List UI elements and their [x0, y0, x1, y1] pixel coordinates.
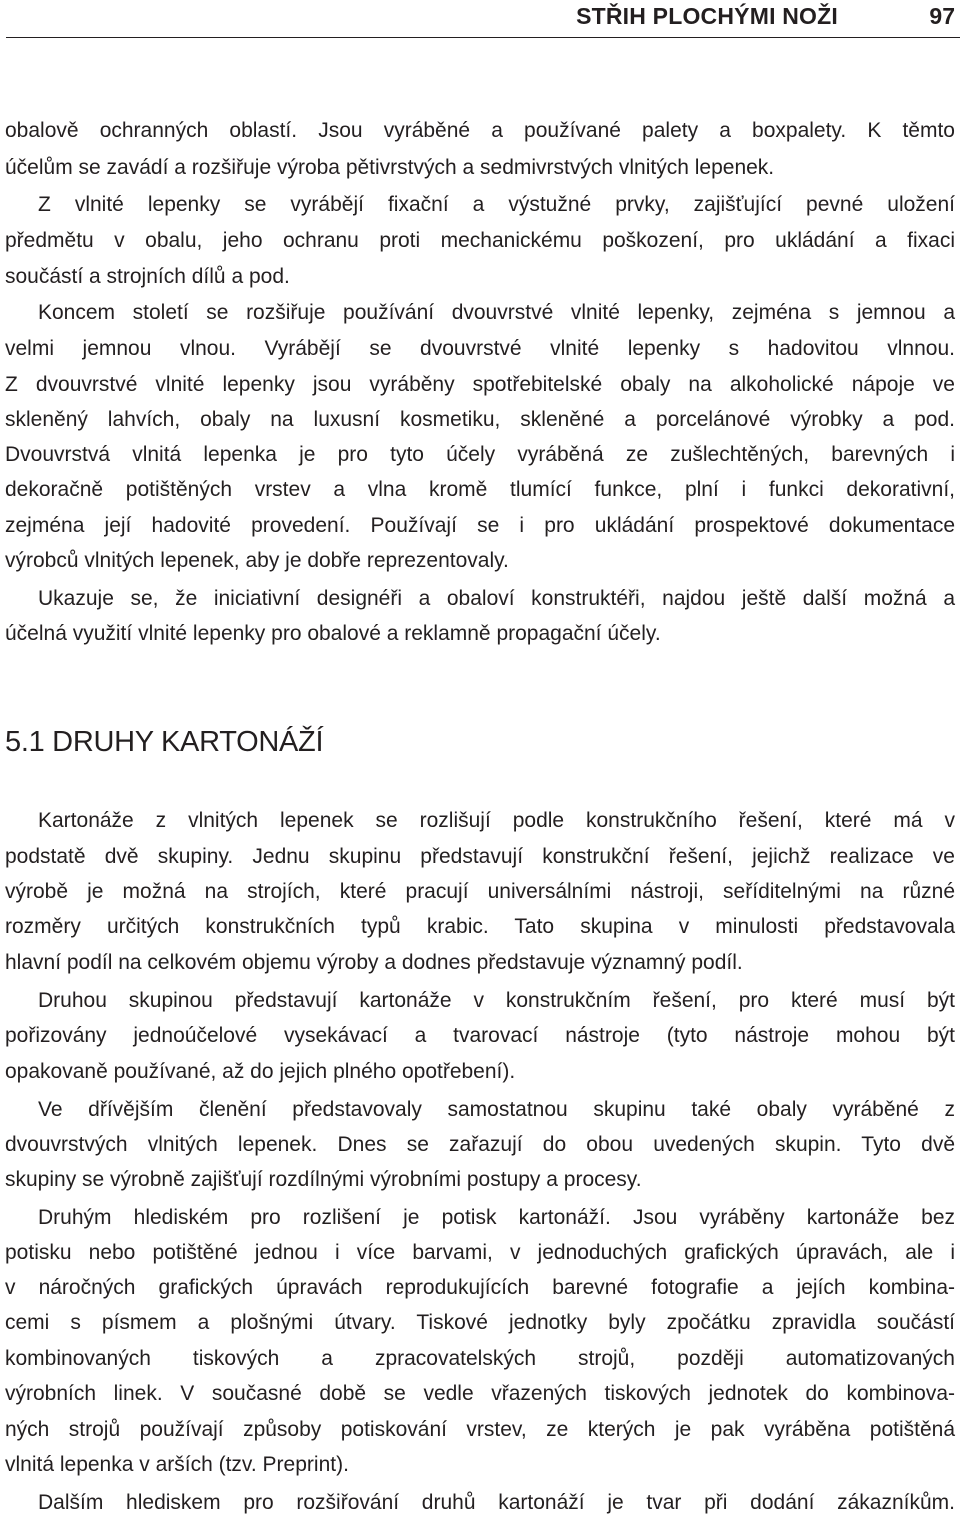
text-line: Ve dřívějším členění představovaly samostatnou skupinu také obaly vyráběné z	[38, 1098, 955, 1121]
text-line: předmětu v obalu, jeho ochranu proti mechanickému poškození, pro ukládání a fixaci	[5, 229, 955, 252]
text-line: ných strojů používají způsoby potiskování vrstev, ze kterých je pak vyráběna potištěná	[5, 1418, 955, 1441]
text-line: výrobců vlnitých lepenek, aby je dobře reprezentovaly.	[5, 549, 509, 572]
section-heading: 5.1 DRUHY KARTONÁŽÍ	[5, 726, 324, 758]
text-line: cemi s písmem a plošnými útvary. Tiskové jednotky byly zpočátku zpravidla součástí	[5, 1311, 955, 1334]
text-line: dekoračně potištěných vrstev a vlna kromě tlumící funkce, plní i funkci dekorativní,	[5, 478, 955, 501]
text-line: Ukazuje se, že iniciativní designéři a obaloví konstruktéři, najdou ještě další možná a	[38, 587, 955, 610]
text-line: skupiny se výrobně zajišťují rozdílnými výrobními postupy a procesy.	[5, 1168, 642, 1191]
text-line: účelná využití vlnité lepenky pro obalové a reklamně propagační účely.	[5, 622, 661, 645]
text-line: v náročných grafických úpravách reprodukujících barevné fotografie a jejích kombina-	[5, 1276, 955, 1299]
text-line: pořizovány jednoúčelové vysekávací a tvarovací nástroje (tyto nástroje mohou být	[5, 1024, 955, 1047]
text-line: skleněný lahvích, obaly na luxusní kosmetiku, skleněné a porcelánové výrobky a pod.	[5, 408, 955, 431]
text-line: Dvouvrstvá vlnitá lepenka je pro tyto účely vyráběná ze zušlechtěných, barevných i	[5, 443, 955, 466]
text-line: výrobních linek. V současné době se vedle vřazených tiskových jednotek do kombinova-	[5, 1382, 955, 1405]
text-line: velmi jemnou vlnou. Vyrábějí se dvouvrstvé vlnité lepenky s hadovitou vlnnou.	[5, 337, 955, 360]
text-line: obalově ochranných oblastí. Jsou vyráběné a používané palety a boxpalety. K těmto	[5, 119, 955, 142]
text-line: podstatě dvě skupiny. Jednu skupinu představují konstrukční řešení, jejichž realizace ve	[5, 845, 955, 868]
text-line: výrobě je možná na strojích, které pracují universálními nástroji, seříditelnými na různé	[5, 880, 955, 903]
text-line: potisku nebo potištěné jednou i více barvami, v jednoduchých grafických úpravách, ale i	[5, 1241, 955, 1264]
text-line: Dalším hlediskem pro rozšiřování druhů kartonáží je tvar při dodání zákazníkům.	[38, 1491, 955, 1514]
text-line: Koncem století se rozšiřuje používání dvouvrstvé vlnité lepenky, zejména s jemnou a	[38, 301, 955, 324]
running-header	[6, 0, 960, 38]
text-line: opakovaně používané, až do jejich plného opotřebení).	[5, 1060, 516, 1083]
text-line: rozměry určitých konstrukčních typů krabic. Tato skupina v minulosti představovala	[5, 915, 955, 938]
text-line: hlavní podíl na celkovém objemu výroby a dodnes představuje významný podíl.	[5, 951, 743, 974]
text-line: účelům se zavádí a rozšiřuje výroba pětivrstvých a sedmivrstvých vlnitých lepenek.	[5, 156, 775, 179]
running-header-title: STŘIH PLOCHÝMI NOŽI	[576, 3, 838, 29]
text-line: Z dvouvrstvé vlnité lepenky jsou vyráběny spotřebitelské obaly na alkoholické nápoje ve	[5, 373, 955, 396]
text-line: Druhou skupinou představují kartonáže v konstrukčním řešení, pro které musí být	[38, 989, 955, 1012]
text-line: vlnitá lepenka v arších (tzv. Preprint).	[5, 1453, 349, 1476]
text-line: Kartonáže z vlnitých lepenek se rozlišují podle konstrukčního řešení, které má v	[38, 809, 955, 832]
page-number: 97	[929, 3, 955, 29]
text-line: Druhým hlediském pro rozlišení je potisk kartonáží. Jsou vyráběny kartonáže bez	[38, 1206, 955, 1229]
text-line: Z vlnité lepenky se vyrábějí fixační a výstužné prvky, zajišťující pevné uložení	[38, 193, 955, 216]
text-line: zejména její hadovité provedení. Používají se i pro ukládání prospektové dokumentace	[5, 514, 955, 537]
text-line: kombinovaných tiskových a zpracovatelských strojů, později automatizovaných	[5, 1347, 955, 1370]
text-line: dvouvrstvých vlnitých lepenek. Dnes se zařazují do obou uvedených skupin. Tyto dvě	[5, 1133, 955, 1156]
text-line: součástí a strojních dílů a pod.	[5, 265, 290, 288]
